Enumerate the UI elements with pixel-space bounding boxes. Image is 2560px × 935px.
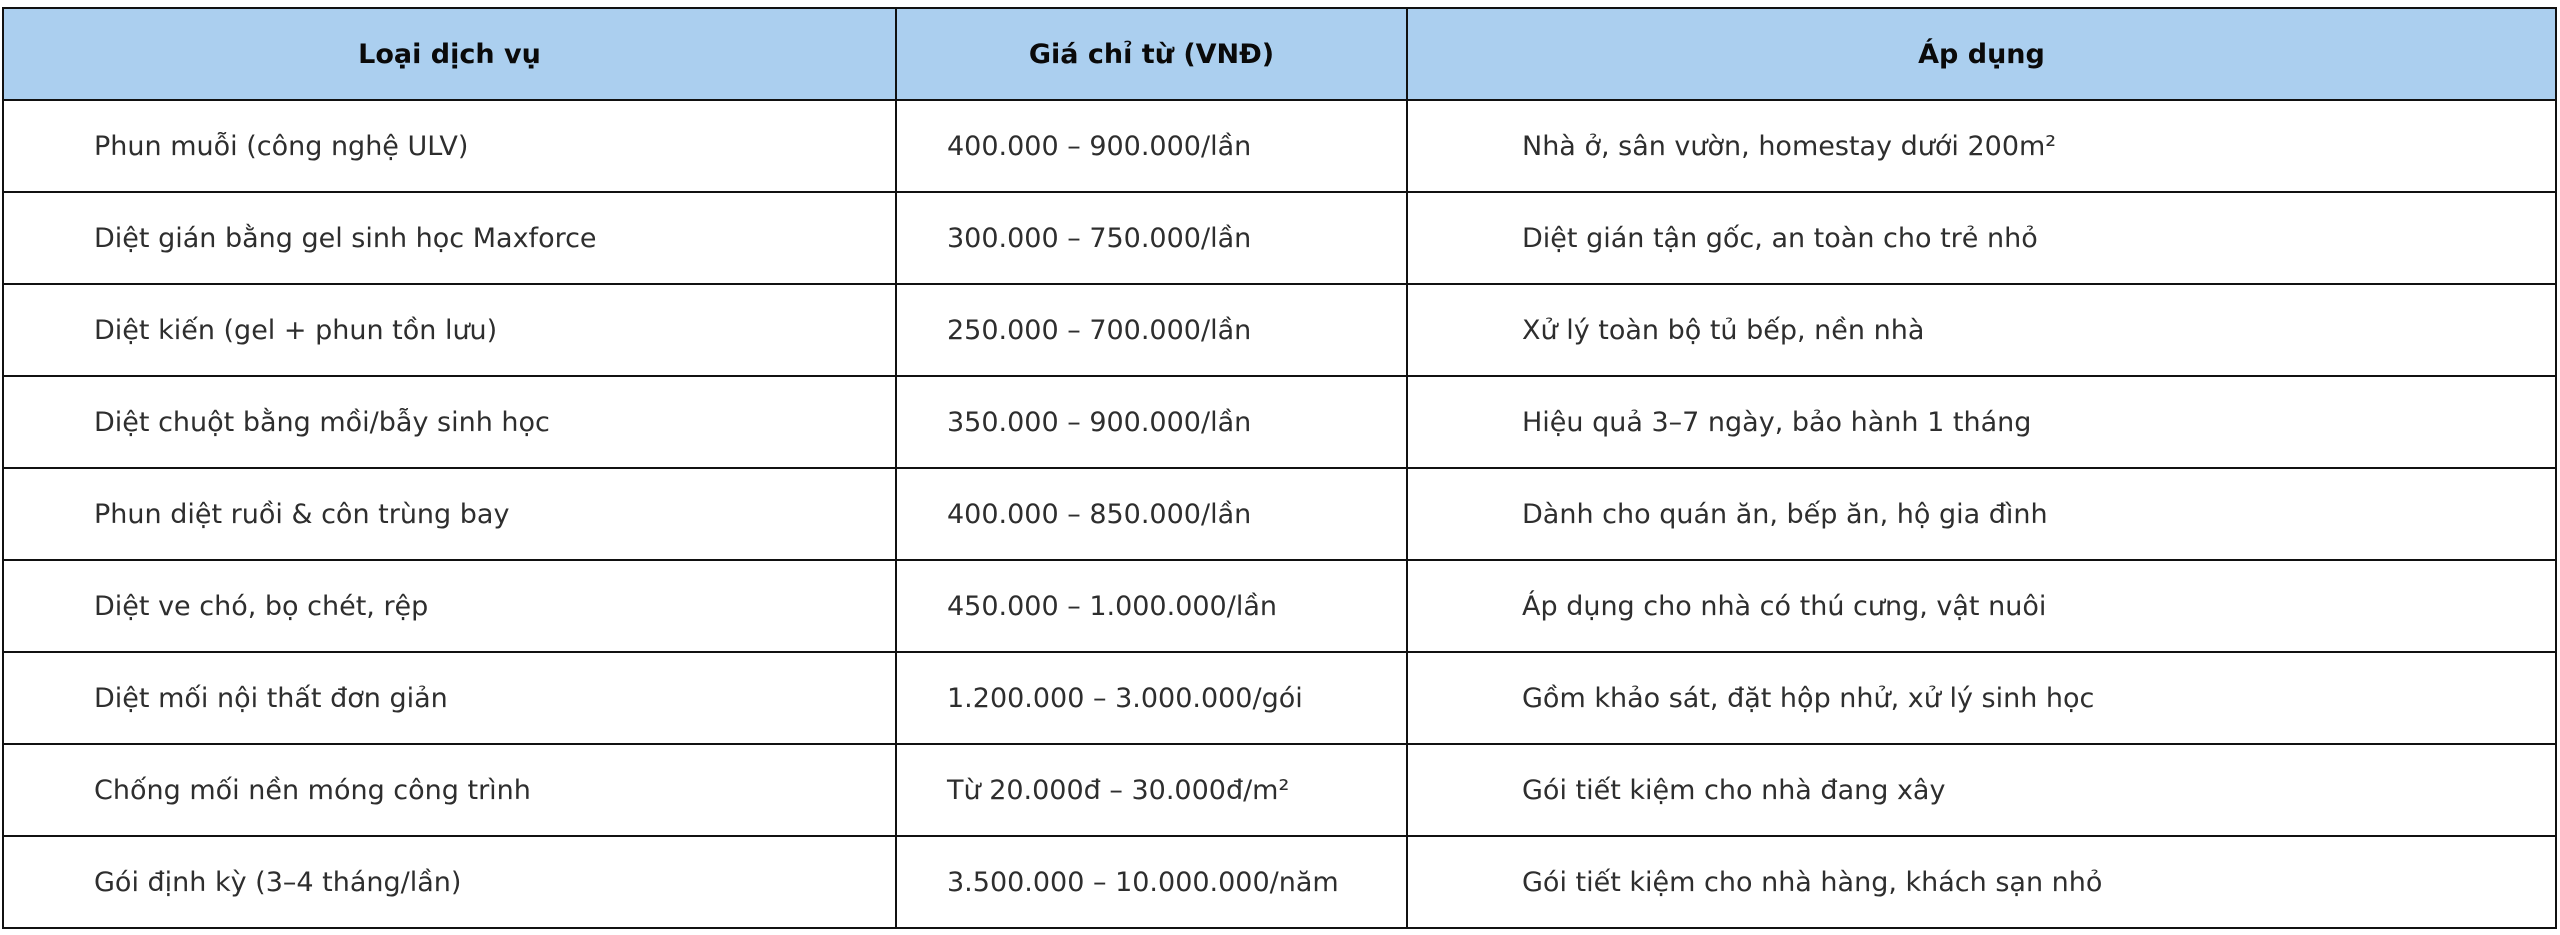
applies-cell: Diệt gián tận gốc, an toàn cho trẻ nhỏ — [1407, 192, 2556, 284]
table-row — [3, 836, 2556, 928]
table-row — [3, 652, 2556, 744]
price-cell: 250.000 – 700.000/lần — [896, 284, 1407, 376]
applies-cell: Hiệu quả 3–7 ngày, bảo hành 1 tháng — [1407, 376, 2556, 468]
table-row — [3, 100, 2556, 192]
price-cell: 400.000 – 850.000/lần — [896, 468, 1407, 560]
table-body — [3, 100, 2556, 928]
table-row — [3, 468, 2556, 560]
applies-cell: Nhà ở, sân vườn, homestay dưới 200m² — [1407, 100, 2556, 192]
table-row — [3, 560, 2556, 652]
applies-cell: Gồm khảo sát, đặt hộp nhử, xử lý sinh học — [1407, 652, 2556, 744]
service-cell: Gói định kỳ (3–4 tháng/lần) — [3, 836, 896, 928]
applies-cell: Áp dụng cho nhà có thú cưng, vật nuôi — [1407, 560, 2556, 652]
applies-cell: Gói tiết kiệm cho nhà đang xây — [1407, 744, 2556, 836]
price-cell: 300.000 – 750.000/lần — [896, 192, 1407, 284]
table-row — [3, 284, 2556, 376]
price-cell: 1.200.000 – 3.000.000/gói — [896, 652, 1407, 744]
applies-cell: Xử lý toàn bộ tủ bếp, nền nhà — [1407, 284, 2556, 376]
service-cell: Phun diệt ruồi & côn trùng bay — [3, 468, 896, 560]
service-cell: Diệt mối nội thất đơn giản — [3, 652, 896, 744]
service-cell: Diệt ve chó, bọ chét, rệp — [3, 560, 896, 652]
service-cell: Phun muỗi (công nghệ ULV) — [3, 100, 896, 192]
table-row — [3, 744, 2556, 836]
table-row — [3, 192, 2556, 284]
price-cell: 3.500.000 – 10.000.000/năm — [896, 836, 1407, 928]
header-price-from: Giá chỉ từ (VNĐ) — [896, 8, 1407, 100]
price-cell: Từ 20.000đ – 30.000đ/m² — [896, 744, 1407, 836]
price-cell: 450.000 – 1.000.000/lần — [896, 560, 1407, 652]
service-cell: Diệt kiến (gel + phun tồn lưu) — [3, 284, 896, 376]
table-row — [3, 376, 2556, 468]
service-cell: Diệt gián bằng gel sinh học Maxforce — [3, 192, 896, 284]
applies-cell: Gói tiết kiệm cho nhà hàng, khách sạn nhỏ — [1407, 836, 2556, 928]
header-service-type: Loại dịch vụ — [3, 8, 896, 100]
price-cell: 350.000 – 900.000/lần — [896, 376, 1407, 468]
price-table-container — [2, 7, 2555, 929]
service-cell: Chống mối nền móng công trình — [3, 744, 896, 836]
applies-cell: Dành cho quán ăn, bếp ăn, hộ gia đình — [1407, 468, 2556, 560]
service-cell: Diệt chuột bằng mồi/bẫy sinh học — [3, 376, 896, 468]
header-row — [3, 8, 2556, 100]
service-price-table — [2, 7, 2557, 929]
price-cell: 400.000 – 900.000/lần — [896, 100, 1407, 192]
table-header — [3, 8, 2556, 100]
header-applies-to: Áp dụng — [1407, 8, 2556, 100]
